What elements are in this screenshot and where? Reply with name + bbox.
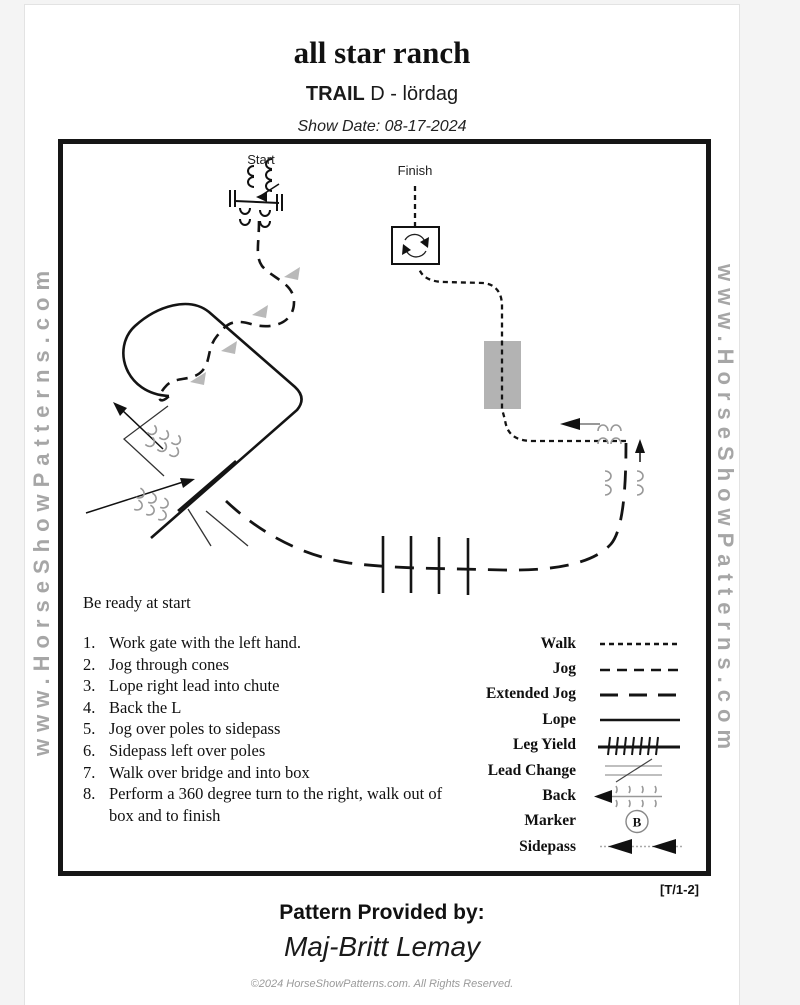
class-subtitle [25, 83, 739, 106]
sidepass-left-arrow [560, 418, 580, 430]
instruction-step: 8. Perform a 360 degree turn to the right, walk out of box and to finish [83, 784, 443, 825]
l-back-obstacle [124, 406, 248, 546]
gate-hoofprints [240, 159, 272, 227]
cone-icon [284, 267, 300, 280]
legend [436, 631, 706, 860]
back-sample [590, 784, 690, 809]
page-title: all star ranch [293, 35, 471, 70]
finish-label: Finish [397, 163, 433, 178]
legend-row-walk: Walk [436, 631, 706, 656]
back-arrow-ne [180, 478, 195, 488]
instructions-block [83, 593, 448, 826]
provided-by-label: Pattern Provided by: [279, 901, 485, 924]
walk-line-sample [590, 631, 690, 656]
turn-box-obstacle [392, 227, 439, 264]
marker-letter: B [632, 814, 642, 830]
cone-icon [221, 341, 237, 354]
extended-jog-path [226, 443, 626, 570]
cone-icon [252, 305, 268, 318]
legend-row-lead-change: Lead Change [436, 758, 706, 783]
lead-change-sample [590, 758, 690, 783]
back-hoofprints [134, 425, 182, 521]
legend-row-extended-jog: Extended Jog [436, 682, 706, 707]
start-label: Start [247, 152, 275, 167]
instruction-step: 2. Jog through cones [83, 654, 230, 674]
sidepass-sample [590, 834, 690, 859]
legend-row-leg-yield: Leg Yield [436, 733, 706, 758]
class-type: TRAIL [305, 83, 365, 105]
provider-name: Maj-Britt Lemay [283, 931, 481, 962]
jog-poles [383, 536, 468, 595]
copyright-notice: ©2024 HorseShowPatterns.com. All Rights Reserved. [250, 978, 514, 990]
jog-serpentine-path [160, 221, 294, 400]
instruction-step: 6. Sidepass left over poles [83, 740, 266, 760]
sidepass-hoofprints [598, 425, 643, 495]
legend-row-lope: Lope [436, 707, 706, 732]
legend-row-marker: Marker B [436, 809, 706, 834]
instruction-step: 4. Back the L [83, 697, 182, 717]
instruction-step: 3. Lope right lead into chute [83, 676, 280, 696]
instructions-intro: Be ready at start [83, 593, 191, 612]
instruction-step: 5. Jog over poles to sidepass [83, 719, 281, 739]
show-date: Show Date: 08-17-2024 [297, 118, 467, 135]
extended-jog-line-sample [590, 682, 690, 707]
cone-icons [190, 267, 300, 385]
back-obstacle-arrows [86, 402, 195, 522]
up-arrow [635, 439, 645, 453]
watermark-left: www.HorseShowPatterns.com [29, 263, 54, 757]
pattern-code: [T/1-2] [660, 882, 699, 897]
leg-yield-sample [590, 733, 690, 758]
gate-arrow [256, 192, 267, 202]
instruction-step: 1. Work gate with the left hand. [83, 633, 302, 652]
gate-obstacle [230, 159, 282, 227]
back-arrow-nw [113, 402, 127, 416]
legend-row-back: Back [436, 783, 706, 808]
jog-line-sample [590, 657, 690, 682]
marker-sample [590, 809, 690, 834]
document-page [24, 4, 740, 1005]
legend-row-sidepass: Sidepass [436, 834, 706, 859]
watermark-right: www.HorseShowPatterns.com [713, 263, 738, 757]
lope-line-sample [590, 707, 690, 732]
legend-row-jog: Jog [436, 656, 706, 681]
sidepass-obstacle [560, 418, 645, 495]
class-detail: D - lördag [364, 83, 459, 105]
instruction-step: 7. Walk over bridge and into box [83, 762, 310, 782]
